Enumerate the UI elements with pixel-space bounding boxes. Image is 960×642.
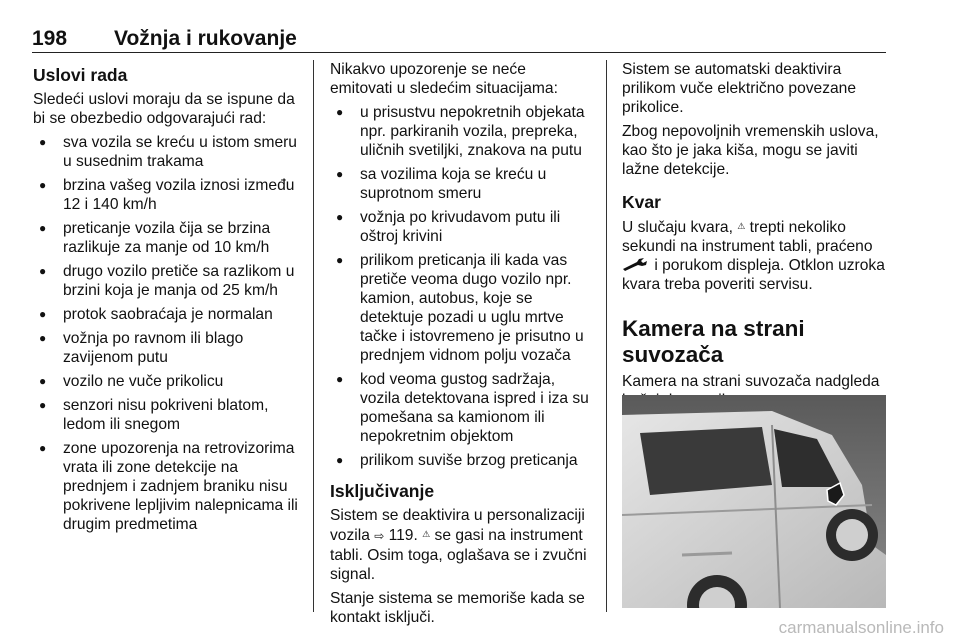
wrench-icon: [622, 257, 650, 271]
list-item: ● senzori nisu pokriveni blatom, ledom ili snegom: [33, 396, 301, 434]
paragraph: Sistem se deaktivira u personalizaciji vozila ⇨ 119. ⚠ se gasi na instrument tabli. Osim toga, oglašava se i zvučni signal.: [330, 507, 587, 583]
paragraph: Sledeći uslovi moraju da se ispune da bi se obezbedio odgovarajući rad:: [33, 91, 295, 127]
paragraph: Nikakvo upozorenje se neće emitovati u sledećim situacijama:: [330, 61, 558, 97]
list-item: ● vožnja po ravnom ili blago zavijenom putu: [33, 329, 301, 367]
list-item: ● sa vozilima koja se kreću u suprotnom smeru: [330, 165, 592, 203]
list-item: ● sva vozila se kreću u istom smeru u susednim trakama: [33, 133, 301, 171]
page-number: 198: [32, 27, 68, 50]
paragraph: Kamera na strani suvozača nadgleda: [622, 373, 880, 390]
list-item: ● protok saobraćaja je normalan: [33, 305, 301, 324]
bullet-list: [330, 103, 592, 470]
list-item: ● prilikom preticanja ili kada vas pretiče veoma dugo vozilo npr. kamion, autobus, koje se detektuje pozadi u uglu mrtve tačke i istovremeno je prisutno u prednjem vidnom polju vozača: [330, 251, 592, 365]
section-heading-operating-conditions: Uslovi rada: [33, 65, 128, 85]
list-item: ● vozilo ne vuče prikolicu: [33, 372, 301, 391]
paragraph: Zbog nepovoljnih vremenskih uslova, kao što je jaka kiša, mogu se javiti lažne detekcije.: [622, 123, 879, 178]
list-item: ● preticanje vozila čija se brzina razlikuje za manje od 10 km/h: [33, 219, 301, 257]
paragraph: Stanje sistema se memoriše kada se kontakt isključi.: [330, 590, 585, 626]
list-item: ● prilikom suviše brzog preticanja: [330, 451, 592, 470]
column-3: [622, 60, 890, 415]
list-item: ● kod veoma gustog sadržaja, vozila detektovana ispred i iza su pomešana sa kamionom ili nepokretnim objektom: [330, 370, 592, 446]
page-reference-arrow-icon: ⇨: [374, 529, 385, 543]
page-header: [32, 24, 886, 53]
list-item: ● zone upozorenja na retrovizorima vrata ili zone detekcije na prednjem i zadnjem braniku nisu pokrivene lepljivim nalepnicama ili drugim predmetima: [33, 439, 301, 534]
blind-spot-warning-icon: ⚠: [737, 221, 746, 231]
column-divider: [606, 60, 607, 612]
section-heading-fault: Kvar: [622, 192, 661, 212]
blind-spot-warning-icon: ⚠: [422, 529, 431, 539]
page-reference[interactable]: 119.: [384, 527, 423, 544]
watermark: carmanualsonline.info: [778, 618, 944, 637]
car-side-photo: [622, 395, 886, 608]
list-item: ● u prisustvu nepokretnih objekata npr. parkiranih vozila, prepreka, uličnih svetiljki, znakova na putu: [330, 103, 592, 160]
car-side-illustration: [622, 395, 886, 608]
section-heading-side-camera: Kamera na strani suvozača: [622, 316, 805, 367]
paragraph: U slučaju kvara, ⚠ trepti nekoliko sekundi na instrument tabli, praćeno i porukom displeja. Otklon uzroka kvara treba poveriti servisu.: [622, 219, 885, 293]
list-item: ● drugo vozilo pretiče sa razlikom u brzini koja je manja od 25 km/h: [33, 262, 301, 300]
column-1: [33, 60, 301, 539]
paragraph: Sistem se automatski deaktivira prilikom vuče električno povezane prikolice.: [622, 61, 857, 116]
column-2: [330, 60, 592, 632]
chapter-title: Vožnja i rukovanje: [114, 27, 297, 50]
bullet-list: [33, 133, 301, 534]
list-item: ● vožnja po krivudavom putu ili oštroj krivini: [330, 208, 592, 246]
list-item: ● brzina vašeg vozila iznosi između 12 i 140 km/h: [33, 176, 301, 214]
column-divider: [313, 60, 314, 612]
section-heading-deactivation: Isključivanje: [330, 481, 435, 501]
